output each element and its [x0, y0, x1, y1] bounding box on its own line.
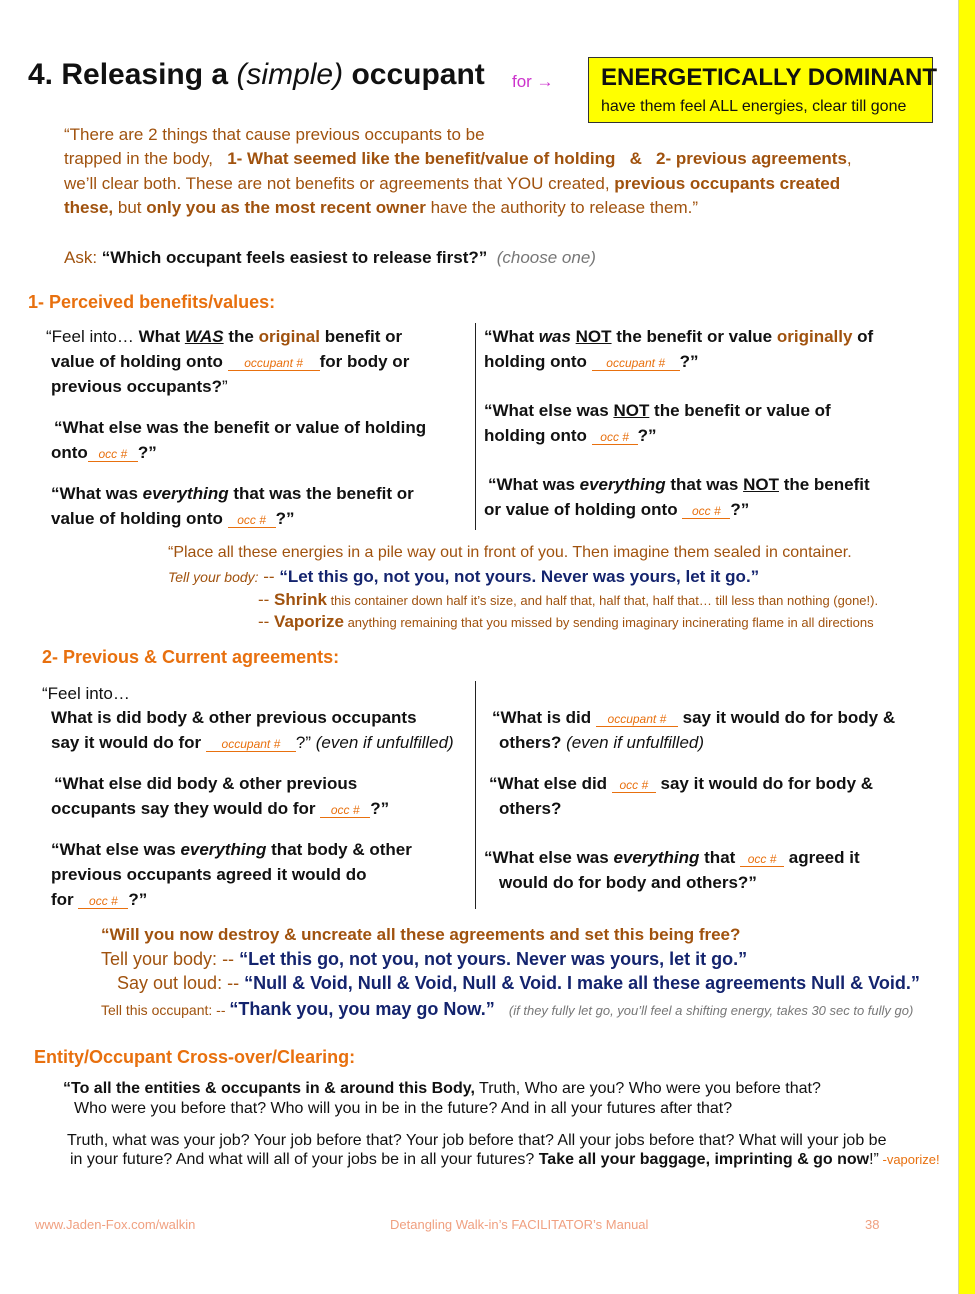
tell-body-line-1: Tell your body: -- “Let this go, not you, not yours. Never was yours, let it go.”	[168, 567, 760, 586]
box-subtext: have them feel ALL energies, clear till gone	[601, 98, 907, 115]
entities-line-2: Who were you before that? Who will you in be in the future? And in all your futures after that?	[74, 1100, 733, 1117]
entities-line-1: “To all the entities & occupants in & around this Body, Truth, Who are you? Who were you before that?	[63, 1080, 821, 1097]
footer-url: www.Jaden-Fox.com/walkin	[35, 1217, 196, 1232]
s1-right-q1-line2: holding onto occupant # ?”	[484, 352, 699, 371]
tell-body-line-2: Tell your body: -- “Let this go, not you, not yours. Never was yours, let it go.”	[101, 949, 748, 969]
s1-left-q1-line2: value of holding onto occupant # for body or	[51, 352, 410, 371]
column-divider	[475, 323, 476, 530]
s1-right-q2-line1: “What else was NOT the benefit or value of	[484, 401, 831, 420]
s1-left-q2-line2: onto occ # ?”	[51, 443, 157, 462]
shrink-line: -- Shrink this container down half it’s size, and half that, half that, half that… till less than nothing (gone!).	[258, 590, 879, 609]
tell-occupant-line: Tell this occupant: -- “Thank you, you may go Now.” (if they fully let go, you’ll feel a shifting energy, takes 30 sec to fully go)	[101, 999, 914, 1019]
s2-right-q3-line1: “What else was everything that occ # agreed it	[484, 848, 860, 867]
s2-right-q1-line2: others? (even if unfulfilled)	[499, 733, 705, 752]
section-2-header: 2- Previous & Current agreements:	[42, 647, 340, 667]
intro-line-1: “There are 2 things that cause previous occupants to be	[64, 125, 485, 144]
s1-left-q3-line1: “What was everything that was the benefit or	[51, 484, 414, 503]
s1-right-q3-line2: or value of holding onto occ # ?”	[484, 500, 750, 519]
s2-right-q1-line1: “What is did occupant # say it would do for body &	[492, 708, 896, 727]
s2-left-q1-line2: say it would do for occupant # ?” (even if unfulfilled)	[51, 733, 454, 752]
s2-right-q3-line2: would do for body and others?”	[499, 873, 757, 892]
intro-line-2: trapped in the body, 1- What seemed like the benefit/value of holding & 2- previous agreements,	[64, 149, 852, 168]
energetically-dominant-box	[588, 57, 938, 123]
s2-left-q3-line1: “What else was everything that body & other	[51, 840, 412, 859]
s2-left-q2-line1: “What else did body & other previous	[54, 774, 358, 793]
say-out-loud-line: Say out loud: -- “Null & Void, Null & Void, Null & Void. I make all these agreements Null & Void.”	[117, 973, 920, 993]
page-edge-highlight	[958, 0, 975, 1294]
s1-right-q1-line1: “What was NOT the benefit or value originally of	[484, 327, 874, 346]
intro-line-4: these, but only you as the most recent owner have the authority to release them.”	[64, 198, 699, 217]
entities-line-3: Truth, what was your job? Your job before that? Your job before that? All your jobs before that? What will your job be	[67, 1132, 887, 1149]
s2-left-q3-line3: for occ # ?”	[51, 890, 148, 909]
page-title: 4. Releasing a (simple) occupant	[28, 58, 485, 91]
s1-right-q2-line2: holding onto occ # ?”	[484, 426, 657, 445]
s1-left-q1-line1: “Feel into… What WAS the original benefit or	[46, 327, 403, 346]
s1-left-q2-line1: “What else was the benefit or value of holding	[54, 418, 427, 437]
s2-left-q3-line2: previous occupants agreed it would do	[51, 865, 367, 884]
s2-left-q1-line1: What is did body & other previous occupants	[51, 708, 417, 727]
footer-page-number: 38	[865, 1217, 880, 1232]
vaporize-line: -- Vaporize anything remaining that you missed by sending imaginary incinerating flame in all directions	[258, 612, 874, 631]
for-arrow-label: for →	[512, 72, 554, 91]
s1-left-q1-line3: previous occupants?”	[51, 377, 228, 396]
place-energies-line: “Place all these energies in a pile way out in front of you. Then imagine them sealed in container.	[168, 544, 852, 561]
section-3-header: Entity/Occupant Cross-over/Clearing:	[34, 1047, 356, 1067]
entities-line-4: in your future? And what will all of your jobs be in all your futures? Take all your baggage, imprinting & go now!” -vaporize!	[70, 1151, 940, 1168]
column-divider-2	[475, 681, 476, 909]
s1-right-q3-line1: “What was everything that was NOT the benefit	[488, 475, 870, 494]
s2-feel-into: “Feel into…	[42, 684, 130, 703]
section-1-header: 1- Perceived benefits/values:	[28, 292, 276, 312]
destroy-agreements-line: “Will you now destroy & uncreate all these agreements and set this being free?	[101, 925, 741, 944]
ask-line: Ask: “Which occupant feels easiest to release first?” (choose one)	[64, 248, 596, 267]
intro-line-3: we’ll clear both. These are not benefits or agreements that YOU created, previous occupants created	[64, 174, 841, 193]
s2-left-q2-line2: occupants say they would do for occ # ?”	[51, 799, 390, 818]
box-heading: ENERGETICALLY DOMINANT	[601, 64, 938, 91]
s2-right-q2-line2: others?	[499, 799, 562, 818]
s2-right-q2-line1: “What else did occ # say it would do for body &	[489, 774, 874, 793]
s1-left-q3-line2: value of holding onto occ # ?”	[51, 509, 295, 528]
footer-manual-title: Detangling Walk-in’s FACILITATOR’s Manual	[390, 1217, 649, 1232]
